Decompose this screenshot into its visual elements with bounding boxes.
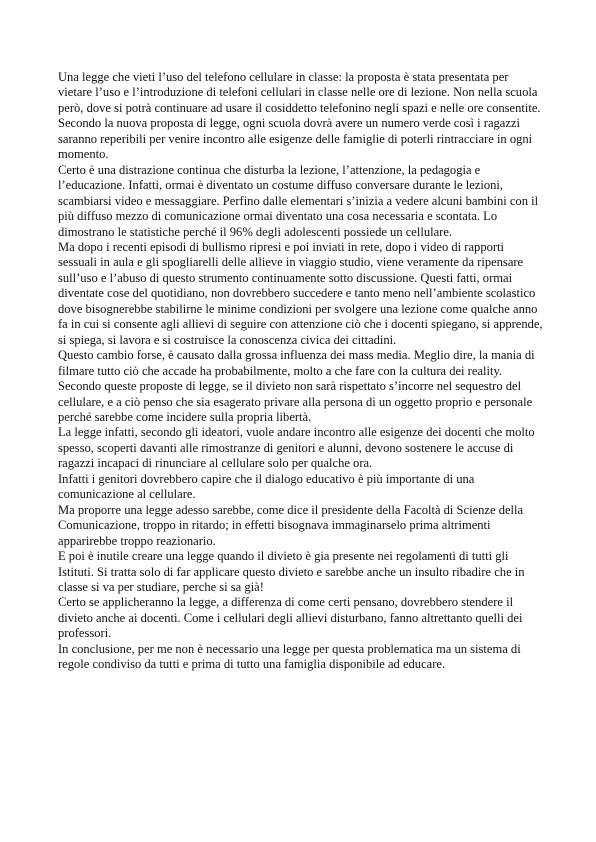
paragraph-6: Secondo queste proposte di legge, se il divieto non sarà rispettato s’incorre nel sequestro del cellulare, e a ciò penso che sia esagerato privare alla persona di un oggetto proprio e personale perché sarebbe come incidere sulla propria libertà.: [58, 379, 533, 424]
paragraph-12: In conclusione, per me non è necessario una legge per questa problematica ma un sistema di regole condiviso da tutti e prima di tutto una famiglia disponibile ad educare.: [58, 641, 521, 672]
paragraph-2: Secondo la nuova proposta di legge, ogni scuola dovrà avere un numero verde così i ragazzi saranno reperibili per venire incontro alle esigenze delle famiglie di poterli rintracciare in ogni momento.: [58, 116, 533, 162]
paragraph-11: Certo se applicheranno la legge, a differenza di come certi pensano, dovrebbero stendere il divieto anche ai docenti. Come i cellulari degli allievi disturbano, fanno altrettanto quelli dei professori.: [58, 595, 523, 641]
paragraph-5: Questo cambio forse, è causato dalla grossa influenza dei mass media. Meglio dire, la mania di filmare tutto ciò che accade ha probabilmente, molto a che fare con la cultura dei reality.: [58, 348, 535, 378]
article-body: [58, 70, 544, 673]
paragraph-3: Certo è una distrazione continua che disturba la lezione, l’attenzione, la pedagogia e l’educazione. Infatti, ormai è diventato un costume diffuso conversare durante le lezioni, scambiarsi video e messaggiare. Perfino dalle elementari s’inizia a vedere alcuni bambini con il più diffuso mezzo di comunicazione ormai diventato una cosa necessaria e scontata. Lo dimostrano le statistiche perché il 96% degli adolescenti possiede un cellulare.: [58, 162, 539, 239]
paragraph-10: E poi è inutile creare una legge quando il divieto è gia presente nei regolamenti di tutti gli Istituti. Si tratta solo di far applicare questo divieto e sarebbe anche un insulto ribadire che in classe si va per studiare, perche si sa già!: [58, 549, 525, 594]
paragraph-1: Una legge che vieti l’uso del telefono cellulare in classe: la proposta è stata presentata per vietare l’uso e l’introduzione di telefoni cellulari in classe nelle ore di lezione. Non nella scuola però, dove si potrà continuare ad usare il cosiddetto telefonino negli spazi e nelle ore consentite.: [58, 70, 541, 115]
paragraph-9: Ma proporre una legge adesso sarebbe, come dice il presidente della Facoltà di Scienze della Comunicazione, troppo in ritardo; in effetti bisognava immaginarselo prima altrimenti apparirebbe troppo reazionario.: [58, 502, 524, 548]
paragraph-4: Ma dopo i recenti episodi di bullismo ripresi e poi inviati in rete, dopo i video di rapporti sessuali in aula e gli spogliarelli delle allieve in viaggio studio, viene veramente da ripensare sull’uso e l’abuso di questo strumento continuamente sotto discussione. Questi fatti, ormai diventate cose del quotidiano, non dovrebbero succedere e tanto meno nell’ambiente scolastico dove bisognerebbe stabilirne le minime condizioni per svolgere una lezione come qualche anno fa in cui si consente agli allievi di seguire con attenzione ciò che i docenti spiegano, si apprende, si spiega, si lavora e si costruisce la conoscenza civica dei cittadini.: [58, 239, 543, 347]
paragraph-8: Infatti i genitori dovrebbero capire che il dialogo educativo è più importante di una comunicazione al cellulare.: [58, 471, 475, 502]
paragraph-7: La legge infatti, secondo gli ideatori, vuole andare incontro alle esigenze dei docenti che molto spesso, scoperti davanti alle rimostranze di genitori e alunni, devono sostenere le accuse di ragazzi incapaci di rinunciare al cellulare solo per qualche ora.: [58, 425, 535, 471]
